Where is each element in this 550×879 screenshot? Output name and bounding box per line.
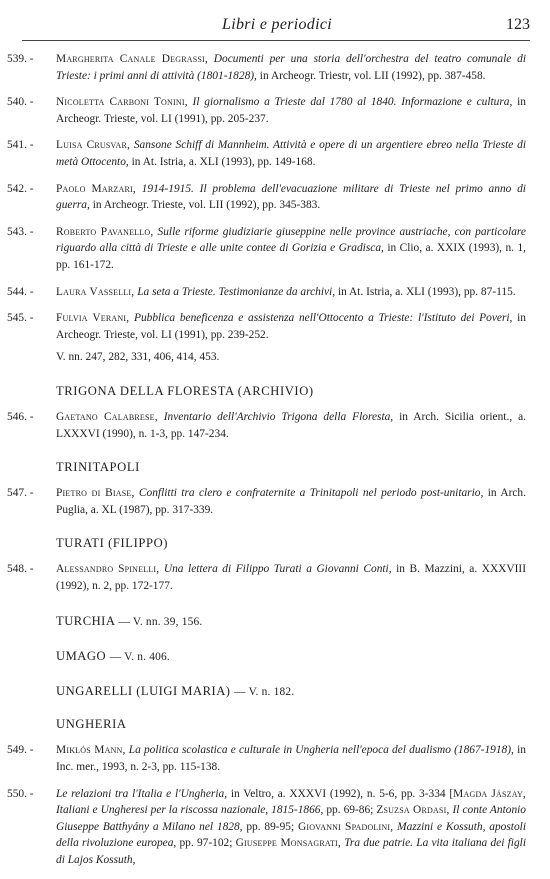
entry-title: Una lettera di Filippo Turati a Giovanni Conti, [163, 563, 392, 576]
entry-fragment: pp. 69-86; [323, 804, 377, 817]
entry-number: 549. - [7, 744, 34, 757]
section-heading-trigona: TRIGONA DELLA FLORESTA (ARCHIVIO) [56, 383, 314, 398]
entry-fragment: Giuseppe Monsagrati, [235, 837, 341, 850]
entry-title: Conflitti tra clero e confraternite a Trinitapoli nel periodo post-unitario, [138, 487, 484, 500]
entry-author: Nicoletta Carboni Tonini, [56, 96, 188, 109]
entries-trieste [0, 51, 550, 343]
bib-entry [7, 137, 526, 170]
entry-source: in Archeogr. Trieste, vol. LI (1991), pp. 239-252. [56, 312, 526, 341]
see-also-label: UMAGO [56, 649, 107, 664]
entry-fragment: Mazzini e Kossuth, apostoli della rivoluzione europea, [56, 820, 526, 850]
entry-title: Pubblica beneficenza e assistenza nell'Ottocento a Trieste: l'Istituto dei Poveri, [134, 312, 513, 325]
entry-fragment: in Veltro, a. XXXVI (1992), n. 5-6, pp. 3-334 [ [227, 787, 454, 800]
entry-fragment: pp. 89-95; [242, 820, 298, 833]
bib-entry-548 [7, 561, 526, 594]
entry-fragment: Italiani e Ungheresi per la riscossa nazionale, 1815-1866, [56, 804, 324, 817]
entry-source: in Clio, a. XXIX (1993), n. 1, pp. 161-172. [56, 242, 527, 271]
entry-title: La politica scolastica e culturale in Ungheria nell'epoca del dualismo (1867-1918), [128, 744, 514, 757]
bibliography-list [0, 51, 550, 879]
entry-fragment: Tra due patrie. La vita italiana dei figli di Lajos Kossuth, [56, 837, 526, 867]
entry-source: in Arch. Sicilia orient., a. LXXXVI (1990), n. 1-3, pp. 147-234. [56, 410, 527, 440]
entry-fragment: Zsuzsa Ordasi, [376, 804, 450, 817]
entry-author: Miklós Mann, [56, 744, 126, 757]
see-also-reference: — V. n. 182. [234, 686, 295, 699]
entry-number: 542. - [7, 182, 34, 195]
running-title: Libri e periodici [222, 16, 332, 33]
entry-author: Luisa Crusvar, [56, 139, 131, 152]
entry-source: in At. Istria, a. XLI (1993), pp. 87-115. [337, 285, 516, 298]
page-number: 123 [506, 16, 530, 33]
bib-entry [7, 310, 526, 343]
entry-author: Laura Vasselli, [56, 285, 135, 298]
entry-author: Paolo Marzari, [56, 182, 136, 195]
entry-title: Il giornalismo a Trieste dal 1780 al 1840. Informazione e cultura, [192, 96, 513, 109]
entry-number: 540. - [7, 96, 34, 109]
entry-title: Documenti per una storia dell'orchestra del teatro comunale di Trieste: i primi anni di attività (1801-1828), [56, 53, 526, 82]
entry-fragment: Le relazioni tra l'Italia e l'Ungheria, [56, 787, 228, 800]
entry-number: 550. - [7, 787, 34, 800]
bib-entry [7, 181, 526, 214]
entry-number: 548. - [7, 563, 34, 576]
entry-source: in Archeogr. Triestr, vol. LII (1992), pp. 387-458. [259, 69, 486, 82]
entry-body [56, 788, 526, 866]
entry-number: 547. - [7, 487, 34, 500]
entry-source: in B. Mazzini, a. XXXVIII (1992), n. 2, pp. 172-177. [56, 563, 526, 592]
entry-number: 544. - [7, 285, 34, 298]
entry-title: Sansone Schiff di Mannheim. Attività e opere di un argentiere ebreo nella Trieste di metà Ottocento, [56, 139, 526, 168]
entry-number: 541. - [7, 139, 34, 152]
entry-author: Gaetano Calabrese, [56, 410, 158, 423]
cross-reference-note: V. nn. 247, 282, 331, 406, 414, 453. [56, 351, 220, 364]
entry-fragment: Il conte Antonio Giuseppe Batthyány a Milano nel 1828, [56, 804, 526, 833]
entry-number: 543. - [7, 225, 34, 238]
entry-fragment: Magda Jászay, [453, 787, 526, 800]
entry-title: 1914-1915. Il problema dell'evacuazione militare di Trieste nel primo anno di guerra, [56, 182, 526, 212]
entry-fragment: Giovanni Spadolini, [298, 820, 394, 833]
bib-entry [7, 224, 527, 274]
page-header [22, 10, 530, 41]
see-also-umago [56, 649, 526, 664]
see-also-turchia [56, 614, 526, 629]
entry-source: in At. Istria, a. XLI (1993), pp. 149-168. [131, 155, 316, 168]
entry-title: Inventario dell'Archivio Trigona della Floresta, [163, 410, 394, 423]
entry-author: Roberto Pavanello, [56, 225, 154, 238]
entry-title: Sulle riforme giudiziarie giuseppine nelle province austriache, con particolare riguardo alla città di Trieste e alle unite contee di Gorizia e Gradisca, [56, 225, 526, 255]
entry-title: La seta a Trieste. Testimonianze da archivi, [137, 285, 336, 298]
entry-author: Pietro di Biase, [56, 487, 135, 500]
entry-number: 546. - [7, 410, 34, 423]
bib-entry [7, 284, 526, 301]
section-heading-turati: TURATI (FILIPPO) [56, 536, 169, 551]
see-also-reference: — V. n. 406. [109, 651, 170, 664]
entry-source: in Archeogr. Trieste, vol. LI (1991), pp. 205-237. [56, 96, 526, 125]
entry-author: Fulvia Verani, [56, 312, 130, 325]
entry-fragment: pp. 97-102; [176, 837, 236, 850]
bib-entry-549 [7, 742, 526, 775]
bib-entry [7, 51, 526, 84]
entry-author: Alessandro Spinelli, [56, 563, 160, 576]
see-also-label: TURCHIA [56, 614, 115, 629]
entry-source: in Inc. mer., 1993, n. 2-3, pp. 115-138. [56, 744, 526, 774]
entry-number: 545. - [7, 312, 34, 325]
bib-entry [7, 94, 526, 127]
see-also-label: UNGARELLI (LUIGI MARIA) [56, 684, 231, 699]
see-also-reference: — V. nn. 39, 156. [118, 616, 203, 629]
entry-source: in Arch. Puglia, a. XL (1987), pp. 317-339. [56, 487, 526, 516]
entry-source: in Archeogr. Trieste, vol. LII (1992), pp. 345-383. [92, 199, 321, 212]
entry-number: 539. - [7, 53, 34, 65]
section-heading-trinitapoli: TRINITAPOLI [56, 460, 140, 475]
entry-author: Margherita Canale Degrassi, [56, 53, 208, 65]
bib-entry-547 [7, 485, 526, 518]
see-also-ungarelli [56, 684, 526, 699]
section-heading-ungheria: UNGHERIA [56, 717, 127, 732]
bib-entry-550 [7, 786, 526, 869]
bib-entry-546 [7, 409, 527, 442]
